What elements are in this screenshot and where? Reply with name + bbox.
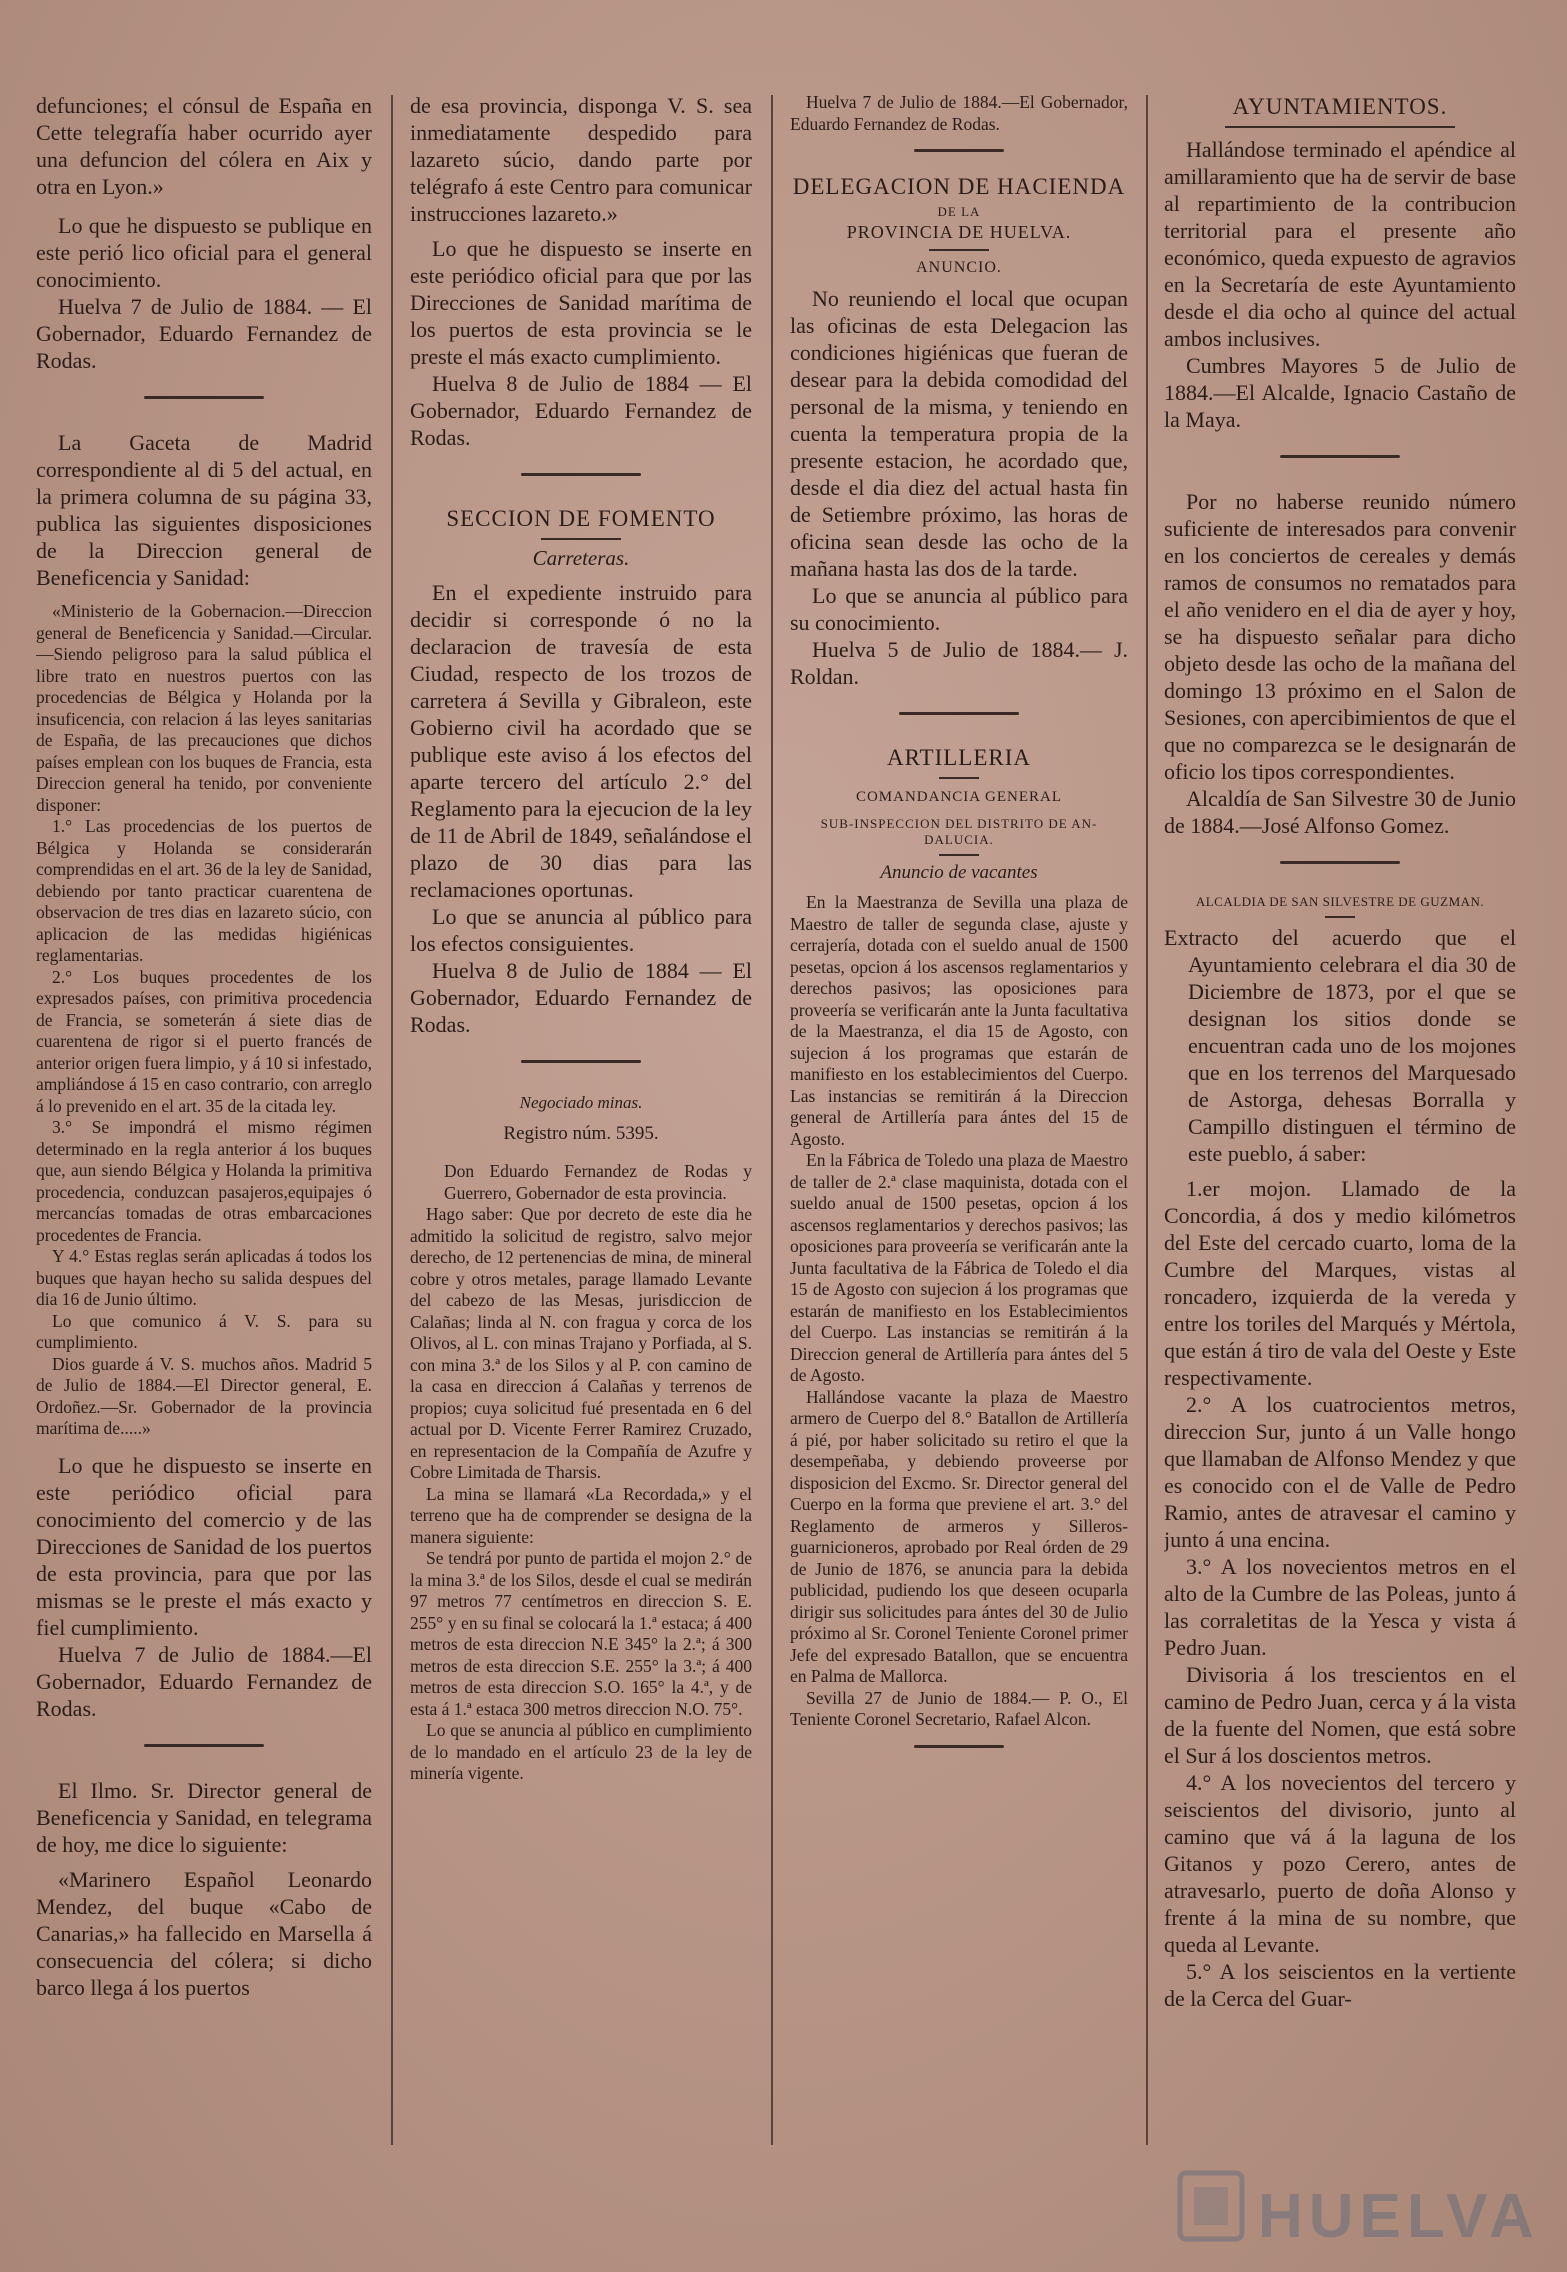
signature: Huelva 7 de Julio de 1884.—El Gobernador, Eduardo Fernandez de Rodas. bbox=[790, 92, 1128, 134]
column-1 bbox=[36, 92, 372, 2001]
section-ornament bbox=[144, 396, 264, 399]
signature: Huelva 7 de Julio de 1884.—El Gobernador, Eduardo Fernandez de Rodas. bbox=[36, 1641, 372, 1721]
section-heading: AYUNTAMIENTOS. bbox=[1232, 94, 1448, 119]
paragraph: Lo que se anuncia al público para los efectos consiguientes. bbox=[410, 904, 752, 956]
paragraph: «Marinero Español Leonardo Mendez, del buque «Cabo de Canarias,» ha fallecido en Marsella á consecuencia del cólera; si dicho barco llega á los puertos bbox=[36, 1866, 372, 2000]
paragraph: Hallándose terminado el apéndice al amillaramiento que ha de servir de base al repartimiento de la contribucion territorial para el presente año económico, queda expuesto de agravios en la Secretaría de este Ayuntamiento desde el dia ocho al quince del actual ambos inclusives. bbox=[1164, 137, 1516, 351]
paragraph: Lo que comunico á V. S. para su cumplimiento. bbox=[36, 1310, 372, 1352]
section-ornament bbox=[521, 473, 641, 476]
heading-rule bbox=[929, 249, 989, 251]
watermark-text: HUELVA bbox=[1258, 2182, 1540, 2251]
section-ornament bbox=[914, 1745, 1004, 1748]
paragraph: «Ministerio de la Gobernacion.—Direccion general de Beneficencia y Sanidad.—Circular.—Siendo peligroso para la salud pública el libre trato en nuestros puertos con las procedencias de Bélgica y Holanda por la insuficencia, con relacion á las leyes sanitarias de España, de las precauciones que dichos países emplean con los buques de Francia, esta Direccion general ha tenido, por conveniente disponer: bbox=[36, 601, 372, 815]
signature: Huelva 8 de Julio de 1884 — El Gobernador, Eduardo Fernandez de Rodas. bbox=[410, 371, 752, 450]
paragraph: No reuniendo el local que ocupan las oficinas de esta Delegacion las condiciones higiénicas que fueran de desear para la debida comodidad del personal de la misma, y teniendo en cuenta la temperatura propia de la presente estacion, he acordado que, desde el dia diez del actual hasta fin de Setiembre próximo, las horas de oficina sean desde las ocho de la mañana hasta las dos de la tarde. bbox=[790, 286, 1128, 581]
section-ornament bbox=[899, 712, 1019, 715]
paragraph: El Ilmo. Sr. Director general de Beneficencia y Sanidad, en telegrama de hoy, me dice lo siguiente: bbox=[36, 1777, 372, 1857]
paragraph: Se tendrá por punto de partida el mojon 2.° de la mina 3.ª de los Silos, desde el cual se medirán 97 metros 77 centímetros en direccion S. E. 255° y en su final se colocará la 1.ª estaca; á 400 metros de esta direccion N.E 345° la 2.ª; á 300 metros de esta direccion S.E. 255° la 3.ª; á 400 metros de esta direccion S.O. 165° la 4.ª, y de esta á 1.ª estaca 300 metros direccion N.O. 75°. bbox=[410, 1548, 752, 1719]
paragraph: defunciones; el cónsul de España en Cette telegrafía haber ocurrido ayer una defuncion del cólera en Aix y otra en Lyon.» bbox=[36, 93, 372, 199]
column-divider bbox=[771, 95, 773, 2145]
paragraph: Extracto del acuerdo que el Ayuntamiento celebrara el dia 30 de Diciembre de 1873, por el que se designan los sitios donde se encuentran cada uno de los mojones que en los terrenos del Marquesado de Astorga, dehesas Borralla y Campillo distinguen el término de este pueblo, á saber: bbox=[1164, 925, 1516, 1166]
column-2 bbox=[410, 92, 752, 1785]
section-ornament bbox=[144, 1744, 264, 1747]
paragraph: 3.° Se impondrá el mismo régimen determinado en la regla anterior á los buques que, aun siendo Bélgica y Holanda la primitiva procedencia, conduzcan pasajeros,equipajes ó mercancías tomadas de otras embarcaciones procedentes de Francia. bbox=[36, 1117, 372, 1245]
paragraph: 3.° A los novecientos metros en el alto de la Cumbre de las Poleas, junto á las corraletitas de la Yesca y vista á Pedro Juan. bbox=[1164, 1554, 1516, 1660]
paragraph: Lo que he dispuesto se inserte en este periódico oficial para que por las Direcciones de Sanidad marítima de los puertos de esta provincia se le preste el más exacto cumplimiento. bbox=[410, 236, 752, 369]
paragraph: Hallándose vacante la plaza de Maestro armero de Cuerpo del 8.° Batallon de Artillería á pié, por haber solicitado su retiro el que la desempeñaba, y debiendo proveerse por disposicion del Excmo. Sr. Director general del Cuerpo en la forma que previene el art. 3.° del Reglamento de armeros y Silleros-guarnicioneros, aprobado por Real órden de 29 de Junio de 1876, se anuncia para la debida publicidad, pudiendo los que deseen ocuparla dirigir sus solicitudes para ántes del 30 de Julio próximo al Sr. Coronel Teniente Coronel primer Jefe del expresado Batallon, que se encuentra en Palma de Mallorca. bbox=[790, 1386, 1128, 1686]
column-4 bbox=[1164, 92, 1516, 2012]
paragraph: 2.° Los buques procedentes de los expresados países, con primitiva procedencia de Francia, se someterán á siete dias de cuarentena de rigor si el puerto francés de anterior origen fuera limpio, y á 10 si infestado, ampliándose á 15 en caso contrario, con arreglo á lo prevenido en el art. 35 de la citada ley. bbox=[36, 966, 372, 1116]
paragraph: En la Fábrica de Toledo una plaza de Maestro de taller de 2.ª clase maquinista, dotada con el sueldo anual de 1500 pesetas, opcion á los ascensos reglamentarios y derechos pasivos; las oposiciones para proveería se verificarán ante la Junta facultativa de la Fábrica de Toledo el dia 15 de Agosto con sujecion á los programas que estarán de manifiesto en los Establecimientos del Cuerpo. Las instancias se remitirán á la Direccion general de Artillería para ántes del 5 de Agosto. bbox=[790, 1150, 1128, 1385]
paragraph: de esa provincia, disponga V. S. sea inmediatamente despedido para lazareto súcio, dando parte por telégrafo á este Centro para comunicar instrucciones lazareto.» bbox=[410, 93, 752, 226]
column-divider bbox=[1146, 95, 1148, 2145]
paragraph: 1.° Las procedencias de los puertos de Bélgica y Holanda se considerarán comprendidas en el art. 36 de la ley de Sanidad, debiendo por tanto practicar cuarentena de observacion de tres dias en lazareto súcio, con aplicacion de las medidas higiénicas reglamentarias. bbox=[36, 816, 372, 965]
signature: Sevilla 27 de Junio de 1884.— P. O., El Teniente Coronel Secretario, Rafael Alcon. bbox=[790, 1687, 1128, 1729]
paragraph: Dios guarde á V. S. muchos años. Madrid 5 de Julio de 1884.—El Director general, E. Ordoñez.—Sr. Gobernador de la provincia marítima de.....» bbox=[36, 1353, 372, 1438]
signature: Huelva 5 de Julio de 1884.— J. Roldan. bbox=[790, 637, 1128, 689]
notice-label: ANUNCIO. bbox=[916, 259, 1002, 276]
signature: Alcaldía de San Silvestre 30 de Junio de 1884.—José Alfonso Gomez. bbox=[1164, 786, 1516, 838]
paragraph: Lo que se anuncia al público en cumplimiento de lo mandado en el artículo 23 de la ley de minería vigente. bbox=[410, 1720, 752, 1783]
paragraph: 2.° A los cuatrocientos metros, direccion Sur, junto á un Valle hongo que llamaban de Alfonso Mendez y que es conocido con el de Valle de Pedro Ramio, antes de atravesar el camino y junto á una encina. bbox=[1164, 1392, 1516, 1552]
heading-rule bbox=[939, 777, 979, 779]
paragraph: Lo que he dispuesto se publique en este perió lico oficial para el general conocimiento. bbox=[36, 213, 372, 292]
heading-rule bbox=[1325, 916, 1355, 918]
heading-rule bbox=[541, 538, 621, 540]
section-heading: SECCION DE FOMENTO bbox=[446, 506, 716, 531]
section-ornament bbox=[1280, 861, 1400, 864]
paragraph: Don Eduardo Fernandez de Rodas y Guerrero, Gobernador de esta provincia. bbox=[444, 1161, 752, 1203]
paragraph: 1.er mojon. Llamado de la Concordia, á dos y medio kilómetros del Este del cercado cuarto, loma de la Cumbre del Marques, vistas al roncadero, izquierda de la vereda y entre los toriles del Marqués y Mértola, que están á tiro de vala del Oeste y Este respectivamente. bbox=[1164, 1176, 1516, 1390]
paragraph: 5.° A los seiscientos en la vertiente de la Cerca del Guar- bbox=[1164, 1959, 1516, 2011]
heading-rule bbox=[939, 854, 979, 856]
paragraph: La mina se llamará «La Recordada,» y el terreno que ha de comprender se designa de la manera siguiente: bbox=[410, 1483, 752, 1547]
paragraph: Divisoria á los trescientos en el camino de Pedro Juan, cerca y á la vista de la fuente del Nomen, que está sobre el Sur á los doscientos metros. bbox=[1164, 1662, 1516, 1768]
section-subheading: Negociado minas. bbox=[519, 1093, 643, 1112]
section-heading-line: DE LA bbox=[937, 204, 981, 219]
registry-number: Registro núm. 5395. bbox=[503, 1123, 659, 1144]
section-ornament bbox=[914, 149, 1004, 152]
section-heading: ALCALDIA DE SAN SILVESTRE DE GUZMAN. bbox=[1195, 894, 1485, 909]
signature: Cumbres Mayores 5 de Julio de 1884.—El Alcalde, Ignacio Castaño de la Maya. bbox=[1164, 353, 1516, 432]
section-heading: DELEGACION DE HACIENDA bbox=[792, 174, 1126, 199]
column-3 bbox=[790, 92, 1128, 1770]
section-subheading: Carreteras. bbox=[532, 546, 630, 570]
paragraph: Hago saber: Que por decreto de este dia he admitido la solicitud de registro, salvo mejor derecho, de 12 pertenencias de mina, de mineral cobre y otros metales, parage llamado Levante del cabezo de las Mesas, jurisdiccion de Calañas; linda al N. con fragua y corca de los Olivos, al L. con minas Trajano y Porfiada, al S. con mina 3.ª de los Silos y al P. con camino de la casa en direccion á Calañas y terrenos de propios; cuya solicitud fué presentada en 6 del actual por D. Vicente Ferrer Ramirez Cruzado, en representacion de la Compañía de Azufre y Cobre Limitada de Tharsis. bbox=[410, 1204, 752, 1482]
section-heading-line: PROVINCIA DE HUELVA. bbox=[846, 222, 1072, 242]
section-heading-line: COMANDANCIA GENERAL bbox=[855, 789, 1063, 805]
paragraph: Lo que he dispuesto se inserte en este periódico oficial para conocimiento del comercio y de las Direcciones de Sanidad de los puertos de esta provincia, para que por las mismas se le preste el más exacto y fiel cumplimiento. bbox=[36, 1452, 372, 1640]
section-ornament bbox=[1280, 455, 1400, 458]
heading-rule bbox=[1225, 126, 1455, 128]
section-ornament bbox=[521, 1060, 641, 1063]
paragraph: Por no haberse reunido número suficiente de interesados para convenir en los conciertos de cereales y demás ramos de consumos no rematados para el año venidero en el dia de ayer y hoy, se ha dispuesto señalar para dicho objeto desde las ocho de la mañana del domingo 13 próximo en el Salon de Sesiones, con apercibimientos de que el que no comparezca se le designarán de oficio los tipos correspondientes. bbox=[1164, 489, 1516, 784]
paragraph: En el expediente instruido para decidir si corresponde ó no la declaracion de travesía de esta Ciudad, respecto de los trozos de carretera á Sevilla y Gibraleon, este Gobierno civil ha acordado que se publique este aviso á los efectos del aparte tercero del artículo 2.° del Reglamento para la ejecucion de la ley de 11 de Abril de 1849, señalándose el plazo de 30 dias para las reclamaciones oportunas. bbox=[410, 580, 752, 902]
paragraph: 4.° A los novecientos del tercero y seiscientos del divisorio, junto al camino que vá á la laguna de los Gitanos y pozo Cerero, antes de atravesarlo, puerto de doña Alonso y frente á la mina de su nombre, que queda al Levante. bbox=[1164, 1770, 1516, 1957]
paragraph: Lo que se anuncia al público para su conocimiento. bbox=[790, 583, 1128, 635]
column-divider bbox=[391, 95, 393, 2145]
huelva-watermark-logo bbox=[1172, 2155, 1542, 2255]
section-heading-line: SUB-INSPECCION DEL DISTRITO DE AN- DALUCIA. bbox=[820, 816, 1098, 847]
section-subheading: Anuncio de vacantes bbox=[880, 862, 1038, 883]
signature: Huelva 7 de Julio de 1884. — El Gobernador, Eduardo Fernandez de Rodas. bbox=[36, 294, 372, 373]
section-heading: ARTILLERIA bbox=[886, 745, 1032, 770]
paragraph: La Gaceta de Madrid correspondiente al di 5 del actual, en la primera columna de su página 33, publica las siguientes disposiciones de la Direccion general de Beneficencia y Sanidad: bbox=[36, 430, 372, 590]
paragraph: En la Maestranza de Sevilla una plaza de Maestro de taller de segunda clase, ajuste y cerrajería, dotada con el sueldo anual de 1500 pesetas, opcion á los ascensos reglamentarios y derechos pasivos; las oposiciones para proveería se verificarán ante la Junta facultativa de la Maestranza, el dia 15 de Agosto, con sujecion á los programas que estarán de manifiesto en los establecimientos del Cuerpo. Las instancias se remitirán á la Direccion general de Artillería para ántes del 15 de Agosto. bbox=[790, 892, 1128, 1149]
signature: Huelva 8 de Julio de 1884 — El Gobernador, Eduardo Fernandez de Rodas. bbox=[410, 958, 752, 1037]
paragraph: Y 4.° Estas reglas serán aplicadas á todos los buques que hayan hecho su salida despues del dia 16 de Junio último. bbox=[36, 1246, 372, 1309]
